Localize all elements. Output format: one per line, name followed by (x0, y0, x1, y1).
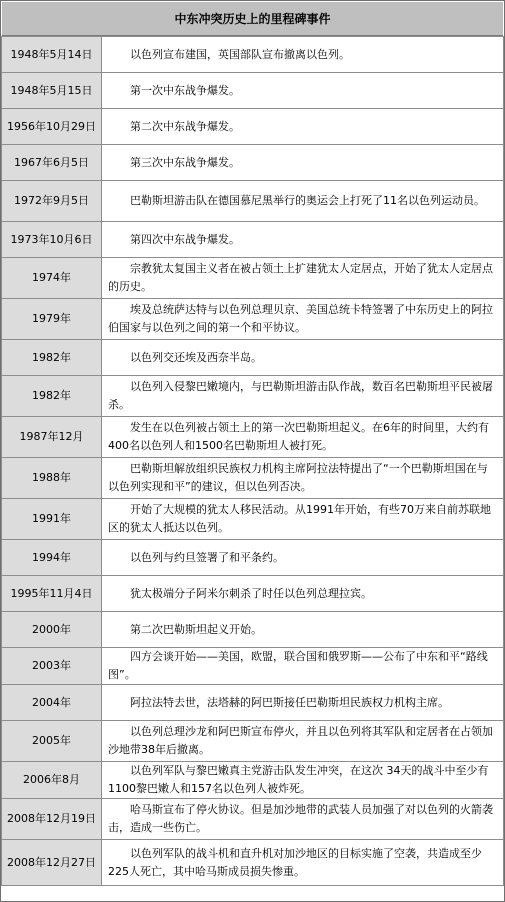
row-event: 以色列军队与黎巴嫩真主党游击队发生冲突，在这次 34天的战斗中至少有1100黎巴嫩人和157名以色列人被炸死。 (108, 764, 489, 795)
row-date: 2000年 (2, 612, 102, 648)
row-event: 犹太极端分子阿米尔刺杀了时任以色列总理拉宾。 (130, 586, 372, 600)
row-event: 阿拉法特去世，法塔赫的阿巴斯接任巴勒斯坦民族权力机构主席。 (130, 695, 449, 709)
row-event: 四方会谈开始——美国，欧盟，联合国和俄罗斯——公布了中东和平“路线图”。 (108, 650, 488, 681)
table-row (2, 721, 504, 762)
row-event-cell (102, 37, 504, 73)
row-date: 1956年10月29日 (2, 109, 102, 145)
row-date: 2005年 (2, 721, 102, 762)
table-row (2, 299, 504, 340)
row-date: 1967年6月5日 (2, 145, 102, 181)
table-row (2, 576, 504, 612)
table-row (2, 181, 504, 222)
table-row (2, 37, 504, 73)
row-event-cell (102, 648, 504, 685)
row-event-cell (102, 721, 504, 762)
row-date: 1973年10月6日 (2, 222, 102, 258)
row-event: 开始了大规模的犹太人移民活动。从1991年开始，有些70万来自前苏联地区的犹太人抵达以色列。 (108, 503, 491, 534)
table-row (2, 499, 504, 540)
row-date: 1972年9月5日 (2, 181, 102, 222)
table-row (2, 612, 504, 648)
row-date: 1979年 (2, 299, 102, 340)
row-event: 以色列交还埃及西奈半岛。 (130, 350, 262, 364)
row-date: 1982年 (2, 340, 102, 376)
table-body (2, 37, 504, 886)
row-event-cell (102, 499, 504, 540)
row-event-cell (102, 612, 504, 648)
row-event: 哈马斯宣布了停火协议。但是加沙地带的武装人员加强了对以色列的火箭袭击，造成一些伤亡。 (108, 803, 493, 834)
row-date: 1991年 (2, 499, 102, 540)
row-event: 第二次巴勒斯坦起义开始。 (130, 622, 262, 636)
row-event-cell (102, 258, 504, 299)
row-event: 以色列军队的战斗机和直升机对加沙地区的目标实施了空袭，共造成至少225人死亡，其中哈马斯成员损失惨重。 (108, 846, 482, 878)
row-event: 第二次中东战争爆发。 (130, 119, 240, 133)
row-date: 1974年 (2, 258, 102, 299)
table-row (2, 840, 504, 886)
row-event-cell (102, 799, 504, 840)
table-title: 中东冲突历史上的里程碑事件 (2, 2, 503, 36)
table-row (2, 145, 504, 181)
row-event-cell (102, 458, 504, 499)
row-event-cell (102, 181, 504, 222)
row-event: 巴勒斯坦游击队在德国慕尼黑举行的奥运会上打死了11名以色列运动员。 (130, 194, 485, 207)
row-date: 2006年8月 (2, 762, 102, 799)
row-event-cell (102, 576, 504, 612)
row-event-cell (102, 109, 504, 145)
row-date: 1994年 (2, 540, 102, 576)
row-event-cell (102, 417, 504, 458)
row-date: 1982年 (2, 376, 102, 417)
row-event-cell (102, 540, 504, 576)
table-row (2, 458, 504, 499)
row-event-cell (102, 73, 504, 109)
row-event: 以色列与约旦签署了和平条约。 (130, 550, 284, 564)
row-event-cell (102, 840, 504, 886)
table-row (2, 376, 504, 417)
row-date: 1988年 (2, 458, 102, 499)
row-date: 1948年5月15日 (2, 73, 102, 109)
row-event: 发生在以色列被占领土上的第一次巴勒斯坦起义。在6年的时间里，大约有400名以色列人和1500名巴勒斯坦人被打死。 (108, 421, 489, 452)
row-event: 第一次中东战争爆发。 (130, 83, 240, 97)
table-row (2, 540, 504, 576)
row-event-cell (102, 145, 504, 181)
row-event: 宗教犹太复国主义者在被占领土上扩建犹太人定居点，开始了犹太人定居点的历史。 (108, 262, 493, 293)
row-date: 1995年11月4日 (2, 576, 102, 612)
table-row (2, 73, 504, 109)
row-event: 埃及总统萨达特与以色列总理贝京、美国总统卡特签署了中东历史上的阿拉伯国家与以色列之间的第一个和平协议。 (108, 303, 493, 334)
row-date: 2008年12月19日 (2, 799, 102, 840)
table-row (2, 685, 504, 721)
table-row (2, 648, 504, 685)
row-event-cell (102, 762, 504, 799)
table-row (2, 258, 504, 299)
table-row (2, 222, 504, 258)
row-date: 2003年 (2, 648, 102, 685)
table-row (2, 417, 504, 458)
row-event-cell (102, 340, 504, 376)
row-event: 以色列总理沙龙和阿巴斯宣布停火，并且以色列将其军队和定居者在占领加沙地带38年后撤离。 (108, 725, 493, 756)
table-row (2, 340, 504, 376)
row-event-cell (102, 222, 504, 258)
table-row (2, 799, 504, 840)
row-event-cell (102, 376, 504, 417)
milestones-table (1, 36, 504, 886)
row-event: 巴勒斯坦解放组织民族权力机构主席阿拉法特提出了“一个巴勒斯坦国在与以色列实现和平”的建议，但以色列否决。 (108, 462, 488, 493)
row-event-cell (102, 299, 504, 340)
row-date: 1987年12月 (2, 417, 102, 458)
row-event: 第四次中东战争爆发。 (130, 232, 240, 246)
row-event: 以色列入侵黎巴嫩境内，与巴勒斯坦游击队作战，数百名巴勒斯坦平民被屠杀。 (108, 380, 493, 411)
table-row (2, 109, 504, 145)
row-date: 2004年 (2, 685, 102, 721)
row-event: 以色列宣布建国，英国部队宣布撤离以色列。 (130, 47, 350, 61)
row-event-cell (102, 685, 504, 721)
row-date: 1948年5月14日 (2, 37, 102, 73)
table-row (2, 762, 504, 799)
row-date: 2008年12月27日 (2, 840, 102, 886)
row-event: 第三次中东战争爆发。 (130, 155, 240, 169)
